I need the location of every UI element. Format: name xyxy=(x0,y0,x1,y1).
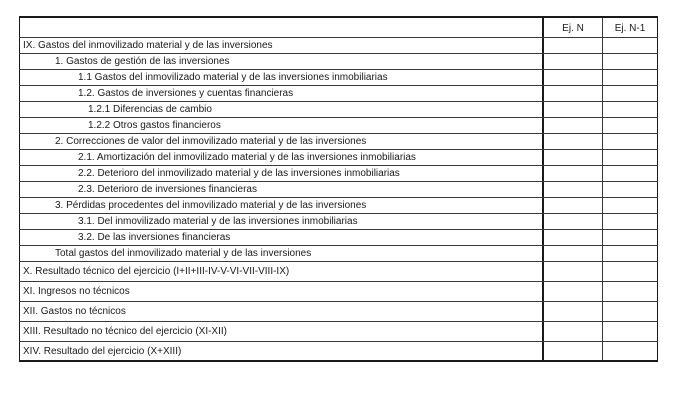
row-label: 3.1. Del inmovilizado material y de las inversiones inmobiliarias xyxy=(19,214,544,229)
value-cell-n xyxy=(544,342,603,360)
value-cell-n xyxy=(544,86,603,101)
value-cell-n xyxy=(544,214,603,229)
value-cell-n xyxy=(544,230,603,245)
value-cell-n1 xyxy=(603,282,658,301)
value-cell-n1 xyxy=(603,182,658,197)
table-row xyxy=(19,302,658,322)
row-label: 2.3. Deterioro de inversiones financieras xyxy=(19,182,544,197)
row-label: XIV. Resultado del ejercicio (X+XIII) xyxy=(19,342,544,360)
concept-header-cell xyxy=(19,18,544,37)
col-header-ej-n1: Ej. N-1 xyxy=(603,18,658,37)
value-cell-n1 xyxy=(603,302,658,321)
table-row xyxy=(19,282,658,302)
value-cell-n xyxy=(544,118,603,133)
value-cell-n xyxy=(544,182,603,197)
row-label: XIII. Resultado no técnico del ejercicio (XI-XII) xyxy=(19,322,544,341)
table-row xyxy=(19,342,658,362)
table-row xyxy=(19,214,658,230)
row-label: IX. Gastos del inmovilizado material y de las inversiones xyxy=(19,38,544,53)
value-cell-n xyxy=(544,38,603,53)
value-cell-n1 xyxy=(603,70,658,85)
value-cell-n1 xyxy=(603,230,658,245)
value-cell-n1 xyxy=(603,134,658,149)
row-label: 1.2. Gastos de inversiones y cuentas financieras xyxy=(19,86,544,101)
value-cell-n1 xyxy=(603,86,658,101)
value-cell-n xyxy=(544,102,603,117)
header-row xyxy=(19,16,658,38)
row-label: 1.2.1 Diferencias de cambio xyxy=(19,102,544,117)
table-row xyxy=(19,134,658,150)
value-cell-n xyxy=(544,246,603,261)
row-label: 2.1. Amortización del inmovilizado material y de las inversiones inmobiliarias xyxy=(19,150,544,165)
table-row xyxy=(19,182,658,198)
table-row xyxy=(19,150,658,166)
row-label: 1.2.2 Otros gastos financieros xyxy=(19,118,544,133)
value-cell-n1 xyxy=(603,246,658,261)
col-header-ej-n: Ej. N xyxy=(544,18,603,37)
value-cell-n1 xyxy=(603,198,658,213)
value-cell-n1 xyxy=(603,166,658,181)
value-cell-n1 xyxy=(603,54,658,69)
table-row xyxy=(19,54,658,70)
row-label: 1. Gastos de gestión de las inversiones xyxy=(19,54,544,69)
row-label: XI. Ingresos no técnicos xyxy=(19,282,544,301)
row-label: XII. Gastos no técnicos xyxy=(19,302,544,321)
value-cell-n1 xyxy=(603,118,658,133)
row-label: 2.2. Deterioro del inmovilizado material y de las inversiones inmobiliarias xyxy=(19,166,544,181)
value-cell-n xyxy=(544,282,603,301)
table-row xyxy=(19,246,658,262)
row-label: 3. Pérdidas procedentes del inmovilizado material y de las inversiones xyxy=(19,198,544,213)
table-row xyxy=(19,198,658,214)
value-cell-n1 xyxy=(603,342,658,360)
value-cell-n xyxy=(544,302,603,321)
row-label: 1.1 Gastos del inmovilizado material y de las inversiones inmobiliarias xyxy=(19,70,544,85)
table-row xyxy=(19,166,658,182)
value-cell-n xyxy=(544,262,603,281)
value-cell-n1 xyxy=(603,102,658,117)
table-row xyxy=(19,38,658,54)
table-row xyxy=(19,262,658,282)
value-cell-n xyxy=(544,166,603,181)
table-row xyxy=(19,86,658,102)
value-cell-n1 xyxy=(603,322,658,341)
value-cell-n xyxy=(544,54,603,69)
table-row xyxy=(19,118,658,134)
value-cell-n xyxy=(544,70,603,85)
financial-statement-table xyxy=(19,16,658,362)
value-cell-n1 xyxy=(603,214,658,229)
value-cell-n1 xyxy=(603,38,658,53)
value-cell-n1 xyxy=(603,262,658,281)
value-cell-n xyxy=(544,322,603,341)
table-row xyxy=(19,230,658,246)
table-row xyxy=(19,322,658,342)
value-cell-n xyxy=(544,198,603,213)
row-label: 3.2. De las inversiones financieras xyxy=(19,230,544,245)
row-label: X. Resultado técnico del ejercicio (I+II+III-IV-V-VI-VII-VIII-IX) xyxy=(19,262,544,281)
value-cell-n1 xyxy=(603,150,658,165)
value-cell-n xyxy=(544,134,603,149)
table-row xyxy=(19,70,658,86)
table-row xyxy=(19,102,658,118)
row-label: 2. Correcciones de valor del inmovilizado material y de las inversiones xyxy=(19,134,544,149)
row-label: Total gastos del inmovilizado material y de las inversiones xyxy=(19,246,544,261)
value-cell-n xyxy=(544,150,603,165)
